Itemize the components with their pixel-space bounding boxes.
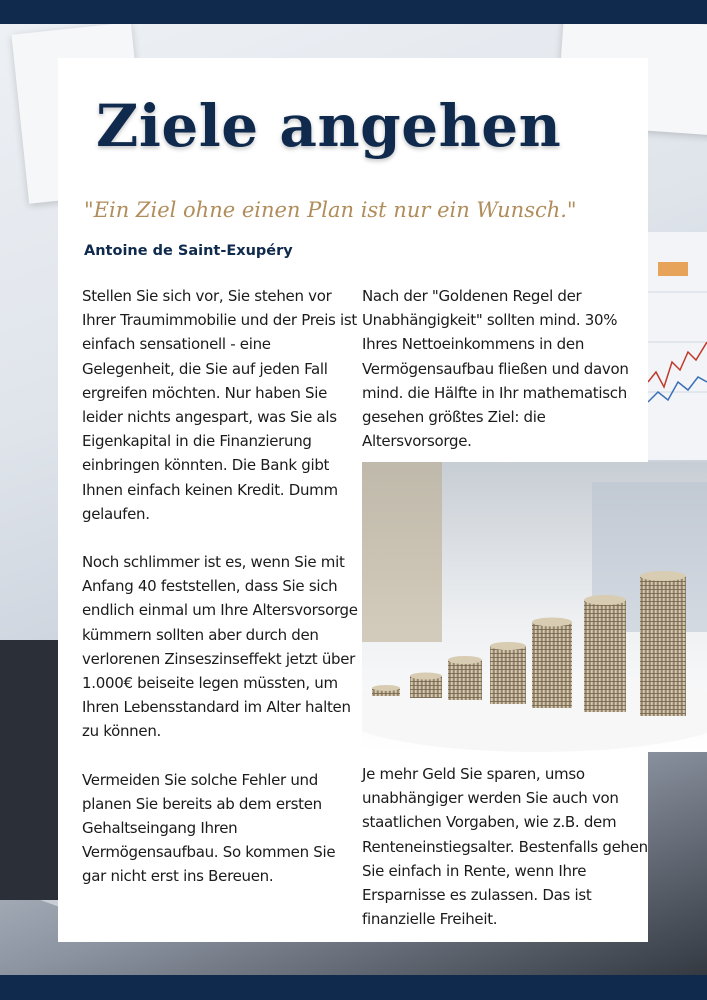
quote: "Ein Ziel ohne einen Plan ist nur ein Wunsch.": [84, 198, 577, 222]
left-column: [82, 284, 358, 889]
coin-stacks-icon: [362, 462, 707, 752]
left-paragraph-2: Noch schlimmer ist es, wenn Sie mit Anfang 40 feststellen, dass Sie sich endlich einmal um Ihre Altersvorsorge kümmern sollten aber durch den verlorenen Zinseszinseffekt jetzt über 1.000€ beiseite legen müssten, um Ihren Lebensstandard im Alter halten zu können.: [82, 553, 358, 741]
chart-paper-image: [648, 232, 707, 460]
bottom-bar: [0, 975, 707, 1000]
dark-desk-area: [0, 640, 60, 900]
right-column-top: [362, 284, 646, 453]
coins-photo: [362, 462, 707, 752]
left-paragraph-3: Vermeiden Sie solche Fehler und planen Sie bereits ab dem ersten Gehaltseingang Ihren Vermögensaufbau. So kommen Sie gar nicht erst ins Bereuen.: [82, 770, 336, 886]
left-paragraph-1: Stellen Sie sich vor, Sie stehen vor Ihrer Traumimmobilie und der Preis ist einfach sensationell - eine Gelegenheit, die Sie auf jeden Fall ergreifen möchten. Nur haben Sie leider nichts angespart, was Sie als Eigenkapital in die Finanzierung einbringen könnten. Die Bank gibt Ihnen einfach keinen Kredit. Dumm gelaufen.: [82, 287, 358, 523]
quote-author: Antoine de Saint-Exupéry: [84, 243, 293, 259]
page-title: Ziele angehen: [96, 92, 562, 160]
top-bar: [0, 0, 707, 24]
right-paragraph-2: Je mehr Geld Sie sparen, umso unabhängiger werden Sie auch von staatlichen Vorgaben, wie z.B. dem Renteneinstiegsalter. Bestenfalls gehen Sie einfach in Rente, wenn Ihre Ersparnisse es zulassen. Das ist finanzielle Freiheit.: [362, 765, 648, 929]
right-column-bottom: [362, 762, 652, 931]
right-paragraph-1: Nach der "Goldenen Regel der Unabhängigkeit" sollten mind. 30% Ihres Nettoeinkommens in den Vermögensaufbau fließen und davon mind. die Hälfte in Ihr mathematisch gesehen größtes Ziel: die Altersvorsorge.: [362, 287, 629, 451]
stock-chart-icon: [648, 232, 707, 460]
